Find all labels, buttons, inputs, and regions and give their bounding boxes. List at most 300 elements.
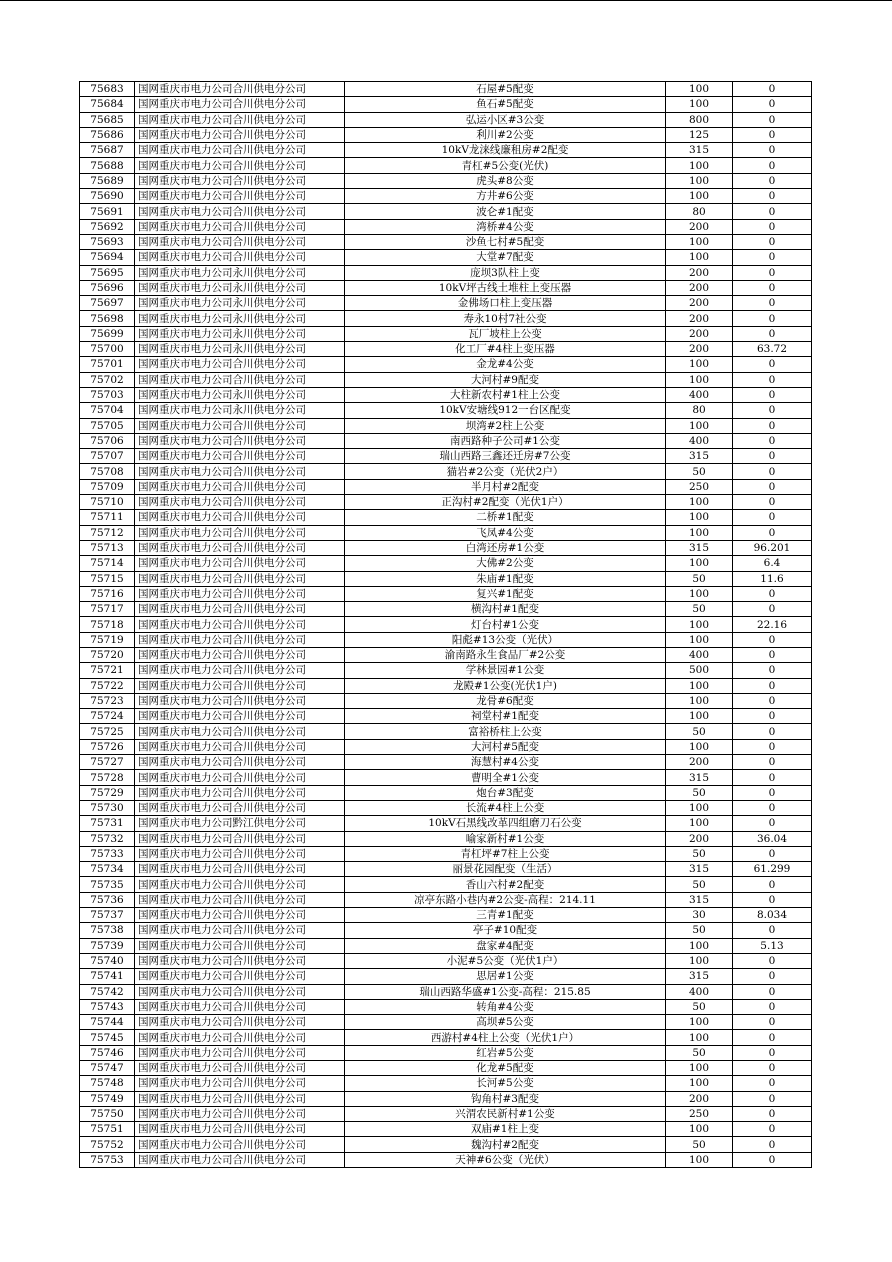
value-cell: 0 [733,403,812,418]
row-id-cell: 75724 [80,709,135,724]
transformer-name-cell: 渝南路永生食品厂#2公变 [345,647,666,662]
transformer-name-cell: 盘家#4配变 [345,938,666,953]
capacity-cell: 50 [666,877,733,892]
company-cell: 国网重庆市电力公司永川供电分公司 [135,403,345,418]
table-row [80,204,812,219]
value-cell: 0 [733,250,812,265]
row-id-cell: 75692 [80,219,135,234]
table-row [80,403,812,418]
capacity-cell: 315 [666,770,733,785]
table-row [80,173,812,188]
company-cell: 国网重庆市电力公司合川供电分公司 [135,540,345,555]
value-cell: 0 [733,433,812,448]
company-cell: 国网重庆市电力公司合川供电分公司 [135,739,345,754]
table-row [80,602,812,617]
company-cell: 国网重庆市电力公司合川供电分公司 [135,433,345,448]
capacity-cell: 50 [666,846,733,861]
row-id-cell: 75717 [80,602,135,617]
table-row [80,372,812,387]
value-cell: 22.16 [733,617,812,632]
company-cell: 国网重庆市电力公司永川供电分公司 [135,296,345,311]
value-cell: 96.201 [733,540,812,555]
table-row [80,800,812,815]
value-cell: 0 [733,510,812,525]
company-cell: 国网重庆市电力公司合川供电分公司 [135,999,345,1014]
row-id-cell: 75744 [80,1015,135,1030]
row-id-cell: 75739 [80,938,135,953]
company-cell: 国网重庆市电力公司合川供电分公司 [135,663,345,678]
company-cell: 国网重庆市电力公司合川供电分公司 [135,892,345,907]
value-cell: 0 [733,877,812,892]
value-cell: 0 [733,326,812,341]
row-id-cell: 75696 [80,280,135,295]
value-cell: 0 [733,999,812,1014]
table-row [80,219,812,234]
row-id-cell: 75690 [80,189,135,204]
capacity-cell: 100 [666,938,733,953]
transformer-name-cell: 高坝#5公变 [345,1015,666,1030]
transformer-name-cell: 炮台#3配变 [345,785,666,800]
row-id-cell: 75753 [80,1152,135,1167]
capacity-cell: 100 [666,1076,733,1091]
table-row [80,892,812,907]
row-id-cell: 75686 [80,127,135,142]
company-cell: 国网重庆市电力公司合川供电分公司 [135,250,345,265]
transformer-name-cell: 龙骨#6配变 [345,693,666,708]
table-row [80,1091,812,1106]
row-id-cell: 75685 [80,112,135,127]
table-row [80,724,812,739]
table-row [80,112,812,127]
value-cell: 6.4 [733,556,812,571]
table-row [80,449,812,464]
table-row [80,357,812,372]
table-row [80,158,812,173]
row-id-cell: 75731 [80,816,135,831]
company-cell: 国网重庆市电力公司合川供电分公司 [135,219,345,234]
row-id-cell: 75693 [80,234,135,249]
table-row [80,311,812,326]
value-cell: 0 [733,892,812,907]
company-cell: 国网重庆市电力公司合川供电分公司 [135,586,345,601]
table-row [80,296,812,311]
value-cell: 0 [733,204,812,219]
value-cell: 0 [733,97,812,112]
company-cell: 国网重庆市电力公司合川供电分公司 [135,602,345,617]
row-id-cell: 75720 [80,647,135,662]
transformer-name-cell: 10kV安塘线912一台区配变 [345,403,666,418]
company-cell: 国网重庆市电力公司永川供电分公司 [135,387,345,402]
capacity-cell: 400 [666,387,733,402]
capacity-cell: 50 [666,999,733,1014]
transformer-table [79,81,812,1168]
transformer-name-cell: 龙殿#1公变(光伏1户) [345,678,666,693]
table-row [80,632,812,647]
transformer-name-cell: 白湾还房#1公变 [345,540,666,555]
row-id-cell: 75752 [80,1137,135,1152]
capacity-cell: 50 [666,602,733,617]
value-cell: 11.6 [733,571,812,586]
row-id-cell: 75688 [80,158,135,173]
table-row [80,97,812,112]
capacity-cell: 100 [666,1030,733,1045]
value-cell: 0 [733,265,812,280]
capacity-cell: 100 [666,372,733,387]
value-cell: 0 [733,127,812,142]
transformer-name-cell: 鱼石#5配变 [345,97,666,112]
transformer-name-cell: 大河村#9配变 [345,372,666,387]
row-id-cell: 75746 [80,1045,135,1060]
transformer-name-cell: 坝湾#2柱上公变 [345,418,666,433]
company-cell: 国网重庆市电力公司合川供电分公司 [135,724,345,739]
company-cell: 国网重庆市电力公司合川供电分公司 [135,127,345,142]
value-cell: 0 [733,800,812,815]
value-cell: 0 [733,311,812,326]
value-cell: 0 [733,647,812,662]
capacity-cell: 250 [666,1106,733,1121]
transformer-name-cell: 湾桥#4公变 [345,219,666,234]
capacity-cell: 200 [666,831,733,846]
row-id-cell: 75737 [80,908,135,923]
row-id-cell: 75741 [80,969,135,984]
row-id-cell: 75684 [80,97,135,112]
transformer-name-cell: 瑞山西路华盛#1公变-高程：215.85 [345,984,666,999]
capacity-cell: 400 [666,647,733,662]
transformer-name-cell: 石屋#5配变 [345,82,666,97]
row-id-cell: 75733 [80,846,135,861]
company-cell: 国网重庆市电力公司合川供电分公司 [135,709,345,724]
row-id-cell: 75730 [80,800,135,815]
capacity-cell: 200 [666,280,733,295]
transformer-name-cell: 方井#6公变 [345,189,666,204]
company-cell: 国网重庆市电力公司合川供电分公司 [135,556,345,571]
transformer-name-cell: 弘运小区#3公变 [345,112,666,127]
value-cell: 0 [733,663,812,678]
capacity-cell: 100 [666,418,733,433]
company-cell: 国网重庆市电力公司合川供电分公司 [135,1106,345,1121]
transformer-name-cell: 钩角村#3配变 [345,1091,666,1106]
row-id-cell: 75732 [80,831,135,846]
capacity-cell: 315 [666,143,733,158]
table-row [80,770,812,785]
company-cell: 国网重庆市电力公司合川供电分公司 [135,112,345,127]
transformer-name-cell: 丽景花园配变（生活） [345,862,666,877]
value-cell: 0 [733,1061,812,1076]
capacity-cell: 315 [666,862,733,877]
capacity-cell: 100 [666,495,733,510]
row-id-cell: 75704 [80,403,135,418]
transformer-name-cell: 魏沟村#2配变 [345,1137,666,1152]
value-cell: 0 [733,709,812,724]
table-row [80,1061,812,1076]
table-row [80,1045,812,1060]
row-id-cell: 75749 [80,1091,135,1106]
company-cell: 国网重庆市电力公司合川供电分公司 [135,678,345,693]
company-cell: 国网重庆市电力公司合川供电分公司 [135,479,345,494]
row-id-cell: 75715 [80,571,135,586]
value-cell: 0 [733,112,812,127]
transformer-name-cell: 阳彪#13公变（光伏） [345,632,666,647]
row-id-cell: 75687 [80,143,135,158]
transformer-name-cell: 虎头#8公变 [345,173,666,188]
table-row [80,189,812,204]
company-cell: 国网重庆市电力公司合川供电分公司 [135,800,345,815]
row-id-cell: 75705 [80,418,135,433]
company-cell: 国网重庆市电力公司合川供电分公司 [135,1061,345,1076]
row-id-cell: 75728 [80,770,135,785]
table-row [80,1076,812,1091]
table-body [80,82,812,1168]
value-cell: 0 [733,464,812,479]
value-cell: 0 [733,1122,812,1137]
row-id-cell: 75713 [80,540,135,555]
company-cell: 国网重庆市电力公司合川供电分公司 [135,877,345,892]
company-cell: 国网重庆市电力公司合川供电分公司 [135,969,345,984]
capacity-cell: 50 [666,1045,733,1060]
row-id-cell: 75708 [80,464,135,479]
row-id-cell: 75721 [80,663,135,678]
row-id-cell: 75691 [80,204,135,219]
company-cell: 国网重庆市电力公司合川供电分公司 [135,372,345,387]
transformer-name-cell: 富裕桥柱上公变 [345,724,666,739]
company-cell: 国网重庆市电力公司合川供电分公司 [135,632,345,647]
capacity-cell: 250 [666,479,733,494]
company-cell: 国网重庆市电力公司永川供电分公司 [135,265,345,280]
table-row [80,1106,812,1121]
row-id-cell: 75729 [80,785,135,800]
row-id-cell: 75726 [80,739,135,754]
table-row [80,984,812,999]
table-row [80,678,812,693]
capacity-cell: 100 [666,617,733,632]
value-cell: 0 [733,678,812,693]
transformer-name-cell: 海慧村#4公变 [345,755,666,770]
transformer-name-cell: 10kV坪古线土堆柱上变压器 [345,280,666,295]
company-cell: 国网重庆市电力公司合川供电分公司 [135,510,345,525]
company-cell: 国网重庆市电力公司合川供电分公司 [135,418,345,433]
transformer-name-cell: 横沟村#1配变 [345,602,666,617]
capacity-cell: 100 [666,173,733,188]
capacity-cell: 100 [666,709,733,724]
value-cell: 61.299 [733,862,812,877]
company-cell: 国网重庆市电力公司合川供电分公司 [135,1137,345,1152]
transformer-name-cell: 沙鱼七村#5配变 [345,234,666,249]
table-row [80,464,812,479]
row-id-cell: 75747 [80,1061,135,1076]
capacity-cell: 100 [666,189,733,204]
capacity-cell: 200 [666,296,733,311]
company-cell: 国网重庆市电力公司合川供电分公司 [135,158,345,173]
transformer-name-cell: 喻家新村#1公变 [345,831,666,846]
value-cell: 0 [733,387,812,402]
transformer-name-cell: 凉亭东路小巷内#2公变-高程：214.11 [345,892,666,907]
transformer-name-cell: 朱庙#1配变 [345,571,666,586]
table-row [80,862,812,877]
company-cell: 国网重庆市电力公司合川供电分公司 [135,953,345,968]
transformer-name-cell: 长河#5公变 [345,1076,666,1091]
table-row [80,234,812,249]
row-id-cell: 75748 [80,1076,135,1091]
company-cell: 国网重庆市电力公司合川供电分公司 [135,189,345,204]
value-cell: 0 [733,173,812,188]
company-cell: 国网重庆市电力公司永川供电分公司 [135,280,345,295]
table-row [80,617,812,632]
value-cell: 0 [733,219,812,234]
transformer-name-cell: 正沟村#2配变（光伏1户） [345,495,666,510]
company-cell: 国网重庆市电力公司合川供电分公司 [135,449,345,464]
value-cell: 0 [733,846,812,861]
value-cell: 0 [733,495,812,510]
row-id-cell: 75736 [80,892,135,907]
row-id-cell: 75706 [80,433,135,448]
row-id-cell: 75700 [80,342,135,357]
row-id-cell: 75699 [80,326,135,341]
capacity-cell: 50 [666,464,733,479]
table-row [80,953,812,968]
value-cell: 0 [733,143,812,158]
company-cell: 国网重庆市电力公司合川供电分公司 [135,464,345,479]
capacity-cell: 100 [666,97,733,112]
row-id-cell: 75723 [80,693,135,708]
row-id-cell: 75694 [80,250,135,265]
transformer-name-cell: 大河村#5配变 [345,739,666,754]
capacity-cell: 100 [666,357,733,372]
table-row [80,479,812,494]
table-row [80,1122,812,1137]
transformer-name-cell: 长流#4柱上公变 [345,800,666,815]
capacity-cell: 50 [666,571,733,586]
transformer-name-cell: 瑞山西路三鑫还迁房#7公变 [345,449,666,464]
transformer-name-cell: 寿永10村7社公变 [345,311,666,326]
company-cell: 国网重庆市电力公司永川供电分公司 [135,326,345,341]
table-row [80,495,812,510]
capacity-cell: 200 [666,755,733,770]
transformer-name-cell: 半月村#2配变 [345,479,666,494]
capacity-cell: 50 [666,923,733,938]
value-cell: 0 [733,739,812,754]
transformer-name-cell: 化龙#5配变 [345,1061,666,1076]
capacity-cell: 100 [666,510,733,525]
table-row [80,938,812,953]
value-cell: 0 [733,1091,812,1106]
value-cell: 0 [733,1106,812,1121]
transformer-name-cell: 思居#1公变 [345,969,666,984]
transformer-name-cell: 化工厂#4柱上变压器 [345,342,666,357]
capacity-cell: 100 [666,556,733,571]
table-row [80,418,812,433]
value-cell: 0 [733,1076,812,1091]
table-row [80,433,812,448]
company-cell: 国网重庆市电力公司合川供电分公司 [135,862,345,877]
value-cell: 0 [733,953,812,968]
capacity-cell: 400 [666,433,733,448]
row-id-cell: 75695 [80,265,135,280]
value-cell: 0 [733,724,812,739]
capacity-cell: 100 [666,1015,733,1030]
capacity-cell: 100 [666,1122,733,1137]
transformer-name-cell: 红岩#5公变 [345,1045,666,1060]
capacity-cell: 100 [666,1061,733,1076]
row-id-cell: 75743 [80,999,135,1014]
company-cell: 国网重庆市电力公司合川供电分公司 [135,923,345,938]
row-id-cell: 75745 [80,1030,135,1045]
company-cell: 国网重庆市电力公司合川供电分公司 [135,143,345,158]
table-row [80,326,812,341]
transformer-name-cell: 飞凤#4公变 [345,525,666,540]
capacity-cell: 100 [666,234,733,249]
table-row [80,877,812,892]
value-cell: 0 [733,770,812,785]
row-id-cell: 75734 [80,862,135,877]
table-row [80,510,812,525]
table-row [80,265,812,280]
capacity-cell: 50 [666,1137,733,1152]
transformer-name-cell: 波仑#1配变 [345,204,666,219]
value-cell: 5.13 [733,938,812,953]
table-row [80,556,812,571]
table-row [80,923,812,938]
company-cell: 国网重庆市电力公司合川供电分公司 [135,755,345,770]
transformer-name-cell: 大佛#2公变 [345,556,666,571]
table-row [80,280,812,295]
transformer-name-cell: 香山六村#2配变 [345,877,666,892]
capacity-cell: 100 [666,693,733,708]
capacity-cell: 400 [666,984,733,999]
row-id-cell: 75710 [80,495,135,510]
table-row [80,250,812,265]
table-row [80,709,812,724]
transformer-name-cell: 大柱新农村#1柱上公变 [345,387,666,402]
table-row [80,969,812,984]
row-id-cell: 75703 [80,387,135,402]
capacity-cell: 315 [666,892,733,907]
transformer-name-cell: 庞坝3队柱上变 [345,265,666,280]
value-cell: 0 [733,418,812,433]
table-row [80,908,812,923]
company-cell: 国网重庆市电力公司合川供电分公司 [135,571,345,586]
capacity-cell: 315 [666,540,733,555]
table-row [80,1030,812,1045]
capacity-cell: 200 [666,326,733,341]
capacity-cell: 100 [666,250,733,265]
company-cell: 国网重庆市电力公司合川供电分公司 [135,831,345,846]
transformer-name-cell: 青杠#5公变(光伏) [345,158,666,173]
company-cell: 国网重庆市电力公司合川供电分公司 [135,173,345,188]
value-cell: 0 [733,296,812,311]
value-cell: 0 [733,82,812,97]
capacity-cell: 800 [666,112,733,127]
company-cell: 国网重庆市电力公司合川供电分公司 [135,770,345,785]
capacity-cell: 100 [666,678,733,693]
company-cell: 国网重庆市电力公司合川供电分公司 [135,495,345,510]
company-cell: 国网重庆市电力公司合川供电分公司 [135,846,345,861]
company-cell: 国网重庆市电力公司合川供电分公司 [135,1045,345,1060]
value-cell: 0 [733,479,812,494]
value-cell: 0 [733,602,812,617]
transformer-name-cell: 金龙#4公变 [345,357,666,372]
transformer-name-cell: 转角#4公变 [345,999,666,1014]
transformer-name-cell: 曹明全#1公变 [345,770,666,785]
transformer-name-cell: 10kV龙涞线廉租房#2配变 [345,143,666,158]
company-cell: 国网重庆市电力公司合川供电分公司 [135,525,345,540]
value-cell: 0 [733,449,812,464]
table-row [80,127,812,142]
company-cell: 国网重庆市电力公司合川供电分公司 [135,647,345,662]
company-cell: 国网重庆市电力公司黔江供电分公司 [135,816,345,831]
company-cell: 国网重庆市电力公司合川供电分公司 [135,357,345,372]
row-id-cell: 75707 [80,449,135,464]
row-id-cell: 75740 [80,953,135,968]
